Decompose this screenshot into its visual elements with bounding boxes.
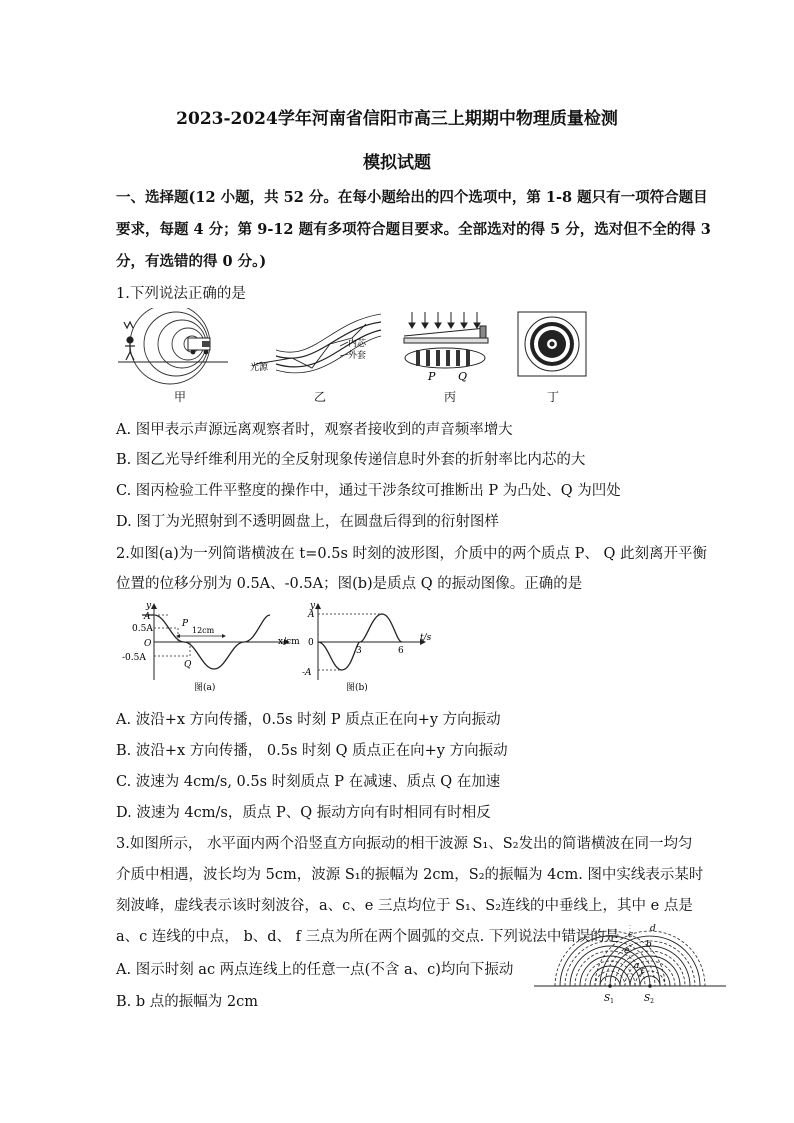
q3-source-s1-letter: S (604, 994, 611, 1004)
doc-title: 2023-2024学年河南省信阳市高三上期期中物理质量检测 (176, 109, 618, 129)
section-header-line-3: 分，有选错的得 0 分。) (116, 253, 267, 270)
q3-stem-line-3: 刻波峰，虚线表示该时刻波谷，a、c、e 三点均位于 S₁、S₂连线的中垂线上，其中 e 点是 (116, 898, 693, 914)
q3-point-f: f (640, 968, 644, 978)
q1-option-d: D. 图丁为光照射到不透明圆盘上，在圆盘后得到的衍射图样 (116, 514, 499, 530)
fig-bing-arrows (409, 312, 480, 328)
fig-bing-label-p: P (428, 370, 436, 383)
fig-a-origin-label: O (144, 639, 152, 649)
q3-option-b: B. b 点的振幅为 2cm (116, 994, 258, 1010)
fig-a-half-label: 0.5A (132, 624, 153, 634)
q3-source-s2-sub: 2 (650, 998, 654, 1005)
q3-point-d: d (650, 924, 656, 934)
fig-a-distance-label: 12cm (192, 626, 215, 635)
fig-b-caption: 图(b) (346, 683, 368, 693)
doc-subtitle: 模拟试题 (363, 153, 431, 173)
fig-ding-diffraction-pattern (518, 312, 586, 376)
fig-jia-ambulance-icon (188, 338, 210, 354)
fig-b-neg-amplitude-label: -A (302, 668, 312, 678)
q3-point-b: b (646, 940, 652, 950)
fig-yi-label-core: 内芯 (348, 339, 367, 349)
q3-stem-line-4: a、c 连线的中点， b、d、 f 三点为所在两个圆弧的交点. 下列说法中错误的是 (116, 929, 620, 945)
fig-b-y-label: y (310, 601, 316, 611)
fig-bing-label-q: Q (458, 370, 468, 383)
fig-bing-fringes (405, 348, 485, 368)
q3-point-e: e (624, 946, 630, 956)
q3-point-c: c (628, 930, 634, 940)
q1-stem: 1.下列说法正确的是 (116, 286, 246, 302)
q2-stem-line-1: 2.如图(a)为一列简谐横波在 t=0.5s 时刻的波形图，介质中的两个质点 P、 Q 此刻离开平衡 (116, 546, 707, 562)
q2-figure-a (118, 600, 308, 695)
q2-option-d: D. 波速为 4cm/s，质点 P、Q 振动方向有时相同有时相反 (116, 805, 491, 821)
fig-yi-label-cladding: 外套 (348, 351, 367, 361)
q2-option-a: A. 波沿+x 方向传播，0.5s 时刻 P 质点正在向+y 方向振动 (116, 712, 501, 728)
q1-option-a: A. 图甲表示声源远离观察者时，观察者接收到的声音频率增大 (116, 422, 513, 438)
fig-ding-caption: 丁 (546, 390, 559, 404)
fig-yi-caption: 乙 (313, 390, 326, 404)
fig-bing-wedge (404, 326, 488, 343)
fig-jia-caption: 甲 (173, 390, 186, 404)
q3-stem-line-1: 3.如图所示， 水平面内两个沿竖直方向振动的相干波源 S₁、S₂发出的简谐横波在同一均匀 (116, 836, 693, 852)
q3-point-a: a (634, 961, 640, 971)
fig-b-t-label: t/s (420, 633, 432, 643)
fig-a-y-label: y (146, 601, 152, 611)
fig-jia-observer-icon (124, 322, 135, 360)
section-header-line-1: 一、选择题(12 小题，共 52 分。在每小题给出的四个选项中，第 1-8 题只有一项符合题目 (116, 189, 708, 206)
fig-b-tick-3: 3 (356, 646, 362, 656)
fig-a-caption: 图(a) (194, 683, 216, 693)
q1-option-b: B. 图乙光导纤维利用光的全反射现象传递信息时外套的折射率比内芯的大 (116, 452, 586, 468)
fig-a-q-label: Q (184, 660, 192, 670)
fig-b-zero-label: 0 (308, 638, 314, 648)
q2-option-b: B. 波沿+x 方向传播， 0.5s 时刻 Q 质点正在向+y 方向振动 (116, 743, 508, 759)
q3-source-s2-letter: S (644, 994, 651, 1004)
fig-a-x-label: x/cm (278, 637, 300, 647)
fig-bing-caption: 丙 (443, 390, 456, 404)
q3-stem-line-2: 介质中相遇，波长均为 5cm，波源 S₁的振幅为 2cm，S₂的振幅为 4cm. 图中实线表示某时 (116, 867, 704, 883)
fig-yi-label-light-source: 光源 (250, 363, 269, 373)
fig-a-p-label: P (182, 619, 189, 629)
q2-stem-line-2: 位置的位移分别为 0.5A、-0.5A；图(b)是质点 Q 的振动图像。正确的是 (116, 576, 583, 592)
q2-figure-b (302, 600, 437, 695)
q3-option-a: A. 图示时刻 ac 两点连线上的任意一点(不含 a、c)均向下振动 (116, 962, 514, 978)
fig-a-amplitude-label: A (144, 612, 151, 622)
fig-b-tick-6: 6 (398, 646, 404, 656)
q3-source-s1 (604, 994, 614, 1005)
q2-option-c: C. 波速为 4cm/s, 0.5s 时刻质点 P 在减速、质点 Q 在加速 (116, 774, 501, 790)
q3-source-s2 (644, 994, 654, 1005)
q1-option-c: C. 图丙检验工件平整度的操作中，通过干涉条纹可推断出 P 为凸处、Q 为凹处 (116, 483, 621, 499)
fig-b-amplitude-label: A (308, 610, 315, 620)
fig-a-neg-half-label: -0.5A (122, 653, 146, 663)
q3-figure-interference (530, 915, 730, 1010)
section-header-line-2: 要求，每题 4 分；第 9-12 题有多项符合题目要求。全部选对的得 5 分，选对但不全的得 3 (116, 221, 711, 238)
q3-source-s1-sub: 1 (610, 998, 614, 1005)
